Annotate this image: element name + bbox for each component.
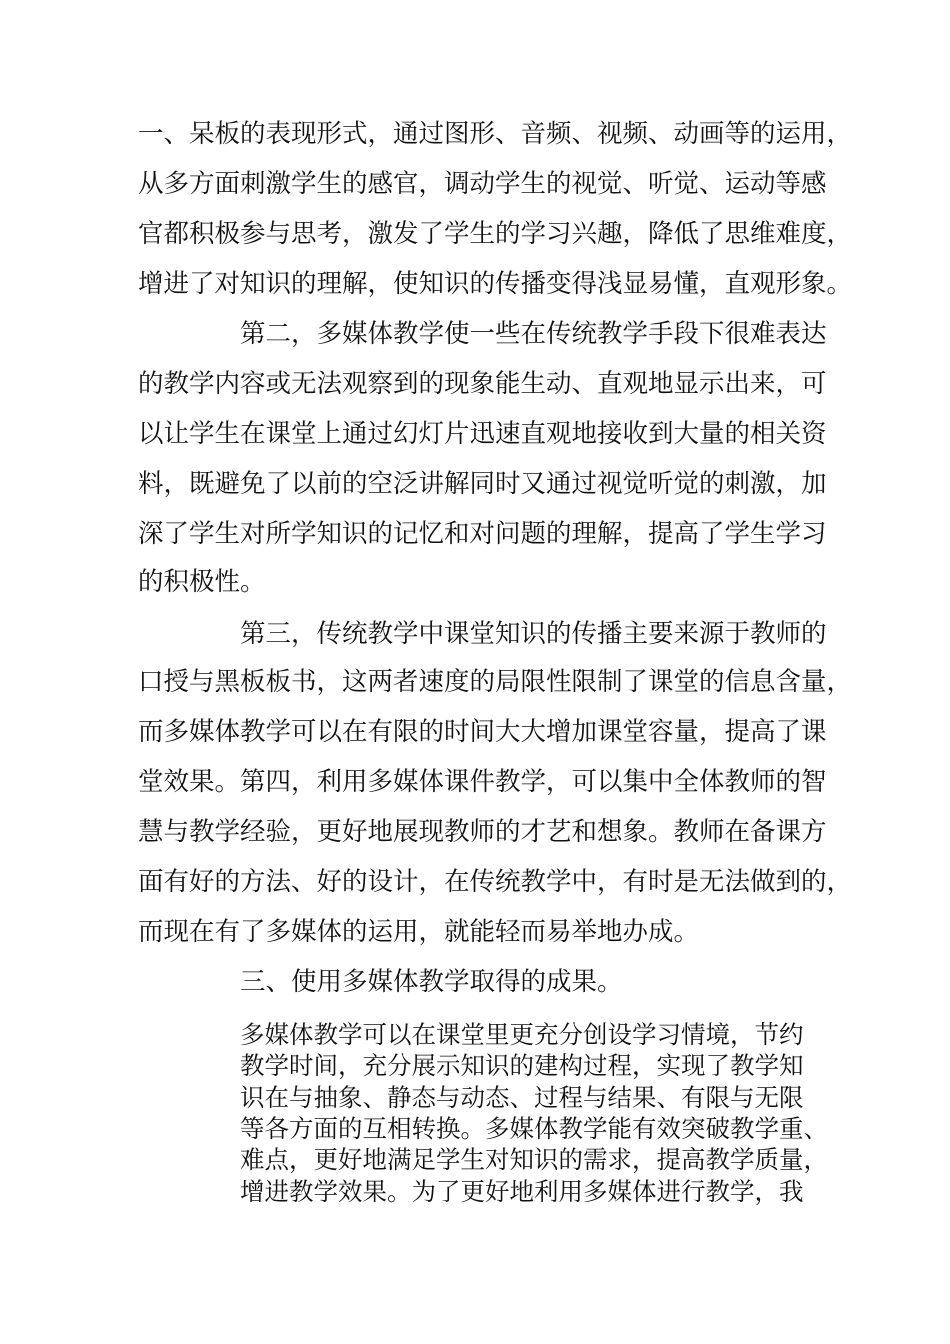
- text-line: 的教学内容或无法观察到的现象能生动、直观地显示出来，可: [138, 369, 827, 399]
- text-line: 慧与教学经验，更好地展现教师的才艺和想象。教师在备课方: [138, 817, 827, 847]
- text-line: 难点，更好地满足学生对知识的需求，提高教学质量，: [240, 1145, 828, 1174]
- text-line: 教学时间，充分展示知识的建构过程，实现了教学知: [240, 1051, 804, 1080]
- text-line: 堂效果。第四，利用多媒体课件教学，可以集中全体教师的智: [138, 767, 827, 797]
- text-line: 等各方面的互相转换。多媒体教学能有效突破教学重、: [240, 1114, 828, 1143]
- text-line: 多媒体教学可以在课堂里更充分创设学习情境，节约: [240, 1020, 804, 1049]
- text-line: 深了学生对所学知识的记忆和对问题的理解，提高了学生学习: [138, 519, 827, 549]
- section-heading: 三、使用多媒体教学取得的成果。: [240, 967, 623, 997]
- text-line: 口授与黑板板书，这两者速度的局限性限制了课堂的信息含量，: [138, 667, 853, 697]
- text-line: 以让学生在课堂上通过幻灯片迅速直观地接收到大量的相关资: [138, 419, 827, 449]
- text-line: 而现在有了多媒体的运用，就能轻而易举地办成。: [138, 917, 700, 947]
- text-line: 识在与抽象、静态与动态、过程与结果、有限与无限: [240, 1083, 804, 1112]
- text-line: 的积极性。: [138, 567, 266, 597]
- text-line: 官都积极参与思考，激发了学生的学习兴趣，降低了思维难度，: [138, 219, 853, 249]
- text-line: 从多方面刺激学生的感官，调动学生的视觉、听觉、运动等感: [138, 169, 827, 199]
- text-line: 第二，多媒体教学使一些在传统教学手段下很难表达: [240, 319, 827, 349]
- text-line: 第三，传统教学中课堂知识的传播主要来源于教师的: [240, 619, 827, 649]
- text-line: 增进了对知识的理解，使知识的传播变得浅显易懂，直观形象。: [138, 269, 853, 299]
- text-line: 一、呆板的表现形式，通过图形、音频、视频、动画等的运用，: [138, 119, 853, 149]
- text-line: 增进教学效果。为了更好地利用多媒体进行教学，我: [240, 1177, 804, 1206]
- text-line: 面有好的方法、好的设计，在传统教学中，有时是无法做到的，: [138, 867, 853, 897]
- text-line: 而多媒体教学可以在有限的时间大大增加课堂容量，提高了课: [138, 717, 827, 747]
- text-line: 料，既避免了以前的空泛讲解同时又通过视觉听觉的刺激，加: [138, 469, 827, 499]
